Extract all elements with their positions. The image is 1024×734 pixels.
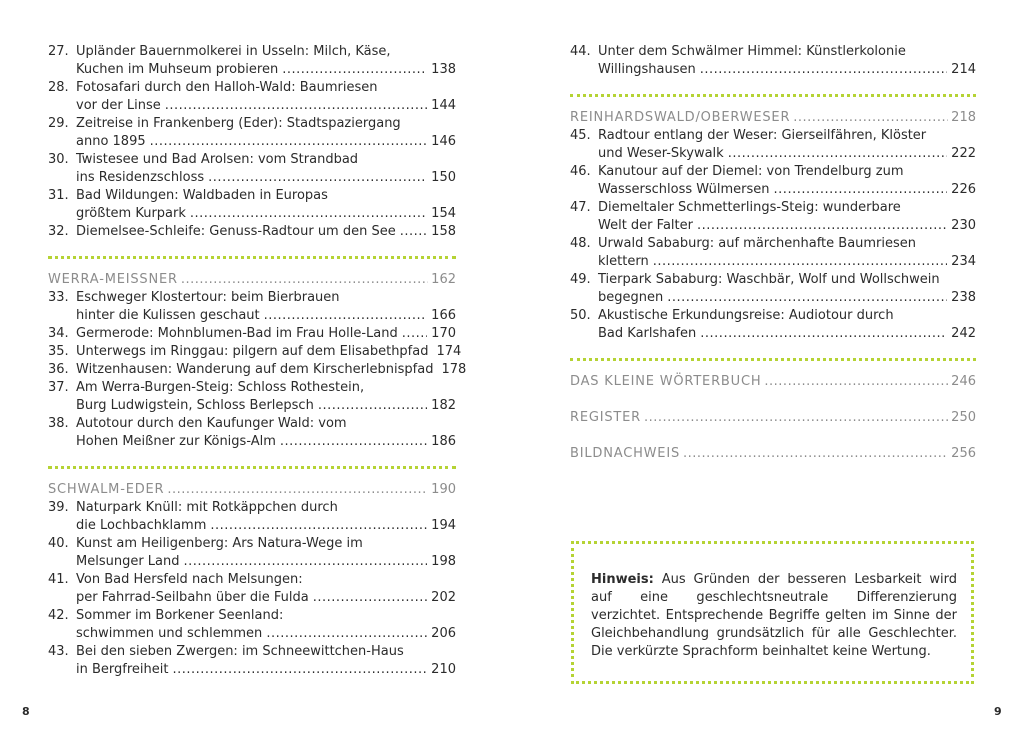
leader-dots <box>184 553 428 571</box>
section-title: REGISTER <box>570 410 641 425</box>
entry-title: Unter dem Schwälmer Himmel: Künstlerkolonie <box>598 44 906 59</box>
toc-entry-line <box>48 499 456 517</box>
entry-page: 214 <box>951 62 976 77</box>
entry-title: begegnen <box>598 290 664 305</box>
section-heading-reinhardswald[interactable] <box>570 109 976 127</box>
toc-entry-line <box>570 145 976 163</box>
toc-entry-line <box>48 223 456 241</box>
toc-entry-line <box>48 307 456 325</box>
entry-number: 44. <box>570 44 591 59</box>
leader-dots <box>264 307 428 325</box>
entry-title: schwimmen und schlemmen <box>76 626 263 641</box>
section-heading-werra-meissner[interactable] <box>48 271 456 289</box>
leader-dots <box>266 625 427 643</box>
toc-entry-line <box>570 61 976 79</box>
spacer <box>570 391 976 409</box>
entry-title: Fotosafari durch den Halloh-Wald: Baumriesen <box>76 80 378 95</box>
toc-entry-line <box>48 169 456 187</box>
entry-number <box>48 97 76 115</box>
entry-number: 38. <box>48 416 69 431</box>
section-page: 246 <box>951 374 976 389</box>
leader-dots <box>653 253 947 271</box>
right-page-toc <box>570 43 976 463</box>
entry-title: die Lochbachklamm <box>76 518 207 533</box>
toc-entry-line <box>570 43 976 61</box>
leader-dots <box>793 109 948 127</box>
entry-number: 39. <box>48 500 69 515</box>
toc-entry-line <box>48 115 456 133</box>
entry-title: Welt der Falter <box>598 218 693 233</box>
toc-entry[interactable] <box>570 307 976 343</box>
entry-title: Melsunger Land <box>76 554 180 569</box>
entry-page: 174 <box>436 344 462 359</box>
toc-entry-line <box>48 97 456 115</box>
leader-dots <box>667 289 947 307</box>
entry-title: und Weser-Skywalk <box>598 146 724 161</box>
entry-title: Akustische Erkundungsreise: Audiotour durch <box>598 308 894 323</box>
entry-title: vor der Linse <box>76 98 161 113</box>
leader-dots <box>728 145 947 163</box>
entry-title: größtem Kurpark <box>76 206 186 221</box>
toc-entry-line <box>48 343 462 361</box>
entry-title: Kanutour auf der Diemel: von Trendelburg zum <box>598 164 904 179</box>
entry-number <box>48 307 76 325</box>
toc-entry-line <box>48 133 456 151</box>
toc-entry[interactable] <box>48 415 456 451</box>
toc-entry-line <box>48 379 456 397</box>
entry-page: 138 <box>431 62 456 77</box>
hinweis-text: Aus Gründen der besseren Lesbarkeit wird auf eine geschlechtsneutrale Differenzierung verzichtet. Entsprechende Begriffe gelten im Sinne der Gleichbehandlung grundsätzlich für alle Geschlechter. Die verkürzte Sprachform beinhaltet keine Wertung. <box>591 572 957 659</box>
entry-page: 202 <box>431 590 456 605</box>
toc-entry-line <box>48 643 456 661</box>
left-page-toc <box>48 43 467 679</box>
toc-entry[interactable] <box>48 325 456 343</box>
toc-entry-line <box>570 217 976 235</box>
entry-number: 48. <box>570 236 591 251</box>
toc-entry-line <box>570 127 976 145</box>
toc-entry[interactable] <box>48 223 456 241</box>
entry-number: 32. <box>48 224 69 239</box>
entry-title: in Bergfreiheit <box>76 662 169 677</box>
entry-number: 33. <box>48 290 69 305</box>
entry-title: hinter die Kulissen geschaut <box>76 308 260 323</box>
toc-entry-line <box>48 571 456 589</box>
section-page: 250 <box>951 410 976 425</box>
entry-page: 182 <box>431 398 456 413</box>
toc-entry-line <box>48 397 456 415</box>
toc-entry[interactable] <box>570 199 976 235</box>
hinweis-box <box>571 541 974 684</box>
toc-entry[interactable] <box>48 571 456 607</box>
entry-number <box>48 625 76 643</box>
toc-entry[interactable] <box>48 343 462 361</box>
toc-entry-line <box>48 517 456 535</box>
toc-entry-line <box>570 289 976 307</box>
leader-dots <box>313 589 427 607</box>
toc-entry[interactable] <box>48 187 456 223</box>
leader-dots <box>172 661 427 679</box>
entry-title: Unterwegs im Ringgau: pilgern auf dem Elisabethpfad <box>76 344 429 359</box>
entry-page: 242 <box>951 326 976 341</box>
toc-entry[interactable] <box>570 271 976 307</box>
entry-page: 198 <box>431 554 456 569</box>
entry-title: Sommer im Borkener Seenland: <box>76 608 284 623</box>
toc-entry[interactable] <box>48 643 456 679</box>
entry-title: Diemelsee-Schleife: Genuss-Radtour um den See <box>76 224 396 239</box>
entry-title: Urwald Sababurg: auf märchenhafte Baumriesen <box>598 236 917 251</box>
entry-page: 150 <box>431 170 456 185</box>
section-heading-register[interactable] <box>570 409 976 427</box>
entry-title: anno 1895 <box>76 134 146 149</box>
entry-number <box>48 61 76 79</box>
toc-entry-line <box>570 163 976 181</box>
entry-number <box>48 169 76 187</box>
toc-entry-line <box>48 625 456 643</box>
entry-title: ins Residenzschloss <box>76 170 205 185</box>
entry-title: Hohen Meißner zur Königs-Alm <box>76 434 276 449</box>
leader-dots <box>167 481 428 499</box>
leader-dots <box>402 325 427 343</box>
leader-dots <box>165 97 427 115</box>
entry-title: Von Bad Hersfeld nach Melsungen: <box>76 572 303 587</box>
section-page: 218 <box>951 110 976 125</box>
entry-title: Twistesee und Bad Arolsen: vom Strandbad <box>76 152 359 167</box>
entry-number <box>48 553 76 571</box>
toc-entry[interactable] <box>570 127 976 163</box>
hinweis-label: Hinweis: <box>591 572 654 587</box>
entry-page: 178 <box>441 362 467 377</box>
entry-number <box>570 181 598 199</box>
toc-entry-line <box>48 553 456 571</box>
entry-page: 222 <box>951 146 976 161</box>
toc-entry[interactable] <box>48 151 456 187</box>
entry-number <box>570 61 598 79</box>
entry-page: 144 <box>431 98 456 113</box>
leader-dots <box>318 397 427 415</box>
entry-number <box>48 397 76 415</box>
toc-entry-line <box>48 433 456 451</box>
entry-title: Burg Ludwigstein, Schloss Berlepsch <box>76 398 314 413</box>
entry-number: 35. <box>48 344 69 359</box>
toc-entry-line <box>48 589 456 607</box>
leader-dots <box>683 445 948 463</box>
toc-entry-line <box>48 205 456 223</box>
entry-title: Tierpark Sababurg: Waschbär, Wolf und Wollschwein <box>598 272 940 287</box>
leader-dots <box>190 205 427 223</box>
toc-entry[interactable] <box>570 235 976 271</box>
entry-page: 234 <box>951 254 976 269</box>
toc-entry-line <box>48 325 456 343</box>
entry-title: Kuchen im Muhseum probieren <box>76 62 279 77</box>
entry-page: 210 <box>431 662 456 677</box>
entry-page: 170 <box>431 326 456 341</box>
toc-entry-line <box>48 79 456 97</box>
toc-group-3 <box>48 499 456 679</box>
entry-number <box>570 253 598 271</box>
toc-entry-line <box>48 289 456 307</box>
entry-number: 34. <box>48 326 69 341</box>
entry-number <box>48 133 76 151</box>
toc-group-1 <box>48 43 456 241</box>
entry-number: 30. <box>48 152 69 167</box>
section-title: DAS KLEINE WÖRTERBUCH <box>570 374 762 389</box>
entry-title: Am Werra-Burgen-Steig: Schloss Rothestein, <box>76 380 365 395</box>
toc-entry-line <box>48 361 467 379</box>
leader-dots <box>644 409 948 427</box>
toc-entry[interactable] <box>48 361 467 379</box>
leader-dots <box>697 217 947 235</box>
section-title: SCHWALM-EDER <box>48 482 165 497</box>
entry-title: Zeitreise in Frankenberg (Eder): Stadtspaziergang <box>76 116 401 131</box>
entry-page: 158 <box>431 224 456 239</box>
leader-dots <box>764 373 948 391</box>
entry-number: 46. <box>570 164 591 179</box>
entry-number: 37. <box>48 380 69 395</box>
entry-title: Autotour durch den Kaufunger Wald: vom <box>76 416 347 431</box>
toc-entry[interactable] <box>48 379 456 415</box>
section-page: 256 <box>951 446 976 461</box>
entry-title: Naturpark Knüll: mit Rotkäppchen durch <box>76 500 338 515</box>
toc-entry[interactable] <box>570 43 976 79</box>
section-separator <box>570 358 976 361</box>
toc-entry[interactable] <box>48 43 456 79</box>
entry-page: 230 <box>951 218 976 233</box>
entry-title: Upländer Bauernmolkerei in Usseln: Milch, Käse, <box>76 44 391 59</box>
entry-title: Willingshausen <box>598 62 696 77</box>
toc-entry[interactable] <box>48 289 456 325</box>
toc-entry-line <box>48 43 456 61</box>
toc-entry-line <box>570 325 976 343</box>
entry-number: 28. <box>48 80 69 95</box>
leader-dots <box>700 325 947 343</box>
spacer <box>570 427 976 445</box>
entry-page: 186 <box>431 434 456 449</box>
page-number-left: 8 <box>22 705 30 718</box>
entry-number <box>48 589 76 607</box>
toc-group-1 <box>570 43 976 79</box>
entry-number <box>48 517 76 535</box>
entry-page: 238 <box>951 290 976 305</box>
entry-number: 40. <box>48 536 69 551</box>
leader-dots <box>181 271 428 289</box>
entry-number: 31. <box>48 188 69 203</box>
entry-page: 226 <box>951 182 976 197</box>
section-title: WERRA-MEISSNER <box>48 272 178 287</box>
entry-number <box>48 205 76 223</box>
section-separator <box>48 466 456 469</box>
toc-entry[interactable] <box>48 607 456 643</box>
entry-number: 45. <box>570 128 591 143</box>
toc-entry-line <box>48 661 456 679</box>
entry-number: 43. <box>48 644 69 659</box>
entry-title: Wasserschloss Wülmersen <box>598 182 770 197</box>
toc-entry[interactable] <box>48 115 456 151</box>
entry-page: 206 <box>431 626 456 641</box>
entry-number <box>570 289 598 307</box>
entry-number: 47. <box>570 200 591 215</box>
section-separator <box>48 256 456 259</box>
leader-dots <box>210 517 427 535</box>
toc-entry-line <box>48 607 456 625</box>
section-page: 190 <box>431 482 456 497</box>
entry-title: Diemeltaler Schmetterlings-Steig: wunderbare <box>598 200 901 215</box>
entry-title: Witzenhausen: Wanderung auf dem Kirscherlebnispfad <box>76 362 434 377</box>
page-number-right: 9 <box>994 705 1002 718</box>
entry-page: 194 <box>431 518 456 533</box>
entry-number: 29. <box>48 116 69 131</box>
leader-dots <box>700 61 947 79</box>
toc-entry-line <box>570 271 976 289</box>
toc-entry-line <box>48 61 456 79</box>
toc-entry-line <box>570 253 976 271</box>
leader-dots <box>150 133 428 151</box>
entry-number: 50. <box>570 308 591 323</box>
leader-dots <box>774 181 948 199</box>
entry-number <box>48 661 76 679</box>
toc-entry-line <box>48 151 456 169</box>
entry-page: 146 <box>431 134 456 149</box>
toc-entry[interactable] <box>48 499 456 535</box>
entry-number <box>570 145 598 163</box>
entry-page: 154 <box>431 206 456 221</box>
entry-number <box>570 217 598 235</box>
entry-number: 42. <box>48 608 69 623</box>
entry-title: Germerode: Mohnblumen-Bad im Frau Holle-Land <box>76 326 398 341</box>
section-heading-woerterbuch[interactable] <box>570 373 976 391</box>
toc-entry[interactable] <box>48 79 456 115</box>
entry-title: Radtour entlang der Weser: Gierseilfähren, Klöster <box>598 128 927 143</box>
toc-entry-line <box>48 187 456 205</box>
entry-title: klettern <box>598 254 649 269</box>
entry-number: 36. <box>48 362 69 377</box>
section-title: BILDNACHWEIS <box>570 446 681 461</box>
entry-title: Kunst am Heiligenberg: Ars Natura-Wege im <box>76 536 363 551</box>
section-title: REINHARDSWALD/OBERWESER <box>570 110 791 125</box>
entry-title: Bad Karlshafen <box>598 326 697 341</box>
toc-entry-line <box>570 235 976 253</box>
entry-number: 27. <box>48 44 69 59</box>
entry-number <box>48 433 76 451</box>
toc-entry-line <box>570 307 976 325</box>
section-heading-schwalm-eder[interactable] <box>48 481 456 499</box>
entry-number: 41. <box>48 572 69 587</box>
toc-entry-line <box>570 199 976 217</box>
toc-entry[interactable] <box>570 163 976 199</box>
entry-title: Bad Wildungen: Waldbaden in Europas <box>76 188 328 203</box>
entry-title: Bei den sieben Zwergen: im Schneewittchen-Haus <box>76 644 404 659</box>
entry-title: Eschweger Klostertour: beim Bierbrauen <box>76 290 340 305</box>
leader-dots <box>400 223 427 241</box>
leader-dots <box>208 169 427 187</box>
entry-page: 166 <box>431 308 456 323</box>
toc-entry[interactable] <box>48 535 456 571</box>
leader-dots <box>280 433 427 451</box>
section-heading-bildnachweis[interactable] <box>570 445 976 463</box>
leader-dots <box>282 61 427 79</box>
toc-entry-line <box>48 415 456 433</box>
toc-group-2 <box>48 289 467 451</box>
entry-number: 49. <box>570 272 591 287</box>
section-separator <box>570 94 976 97</box>
entry-number <box>570 325 598 343</box>
toc-group-2 <box>570 127 976 343</box>
toc-entry-line <box>48 535 456 553</box>
section-page: 162 <box>431 272 456 287</box>
entry-title: per Fahrrad-Seilbahn über die Fulda <box>76 590 309 605</box>
toc-entry-line <box>570 181 976 199</box>
